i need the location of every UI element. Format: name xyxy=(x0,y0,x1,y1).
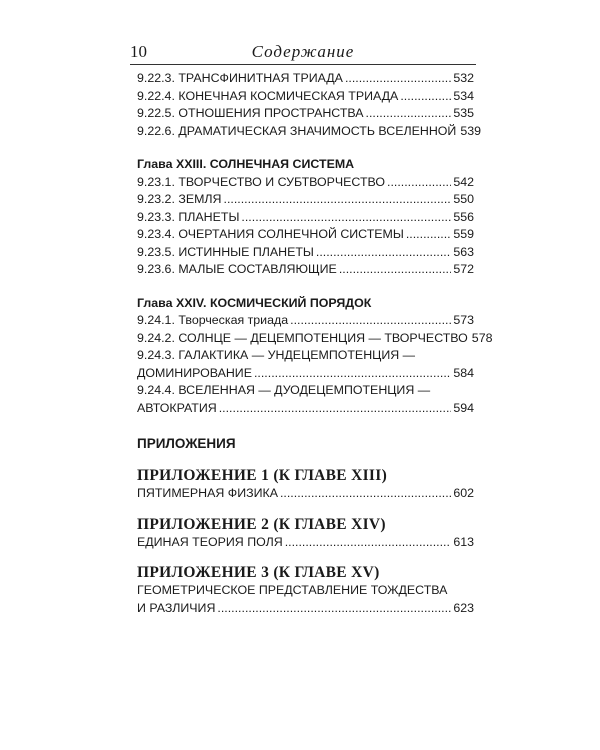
toc-entry-page: 578 xyxy=(471,330,493,345)
toc-entry-title: 9.23.4. ОЧЕРТАНИЯ СОЛНЕЧНОЙ СИСТЕМЫ xyxy=(137,227,404,241)
toc-entry[interactable] xyxy=(137,105,474,123)
toc-entry-page: 572 xyxy=(453,262,474,276)
leader-dots xyxy=(366,105,452,123)
toc-entry-title: И РАЗЛИЧИЯ xyxy=(137,600,216,615)
page-number: 10 xyxy=(130,42,147,61)
toc-entry[interactable] xyxy=(137,485,474,503)
toc-entry-page: 573 xyxy=(453,313,474,327)
chapter-heading: Глава XXIII. СОЛНЕЧНАЯ СИСТЕМА xyxy=(137,157,355,171)
appendices-heading: ПРИЛОЖЕНИЯ xyxy=(137,436,236,451)
toc-entry[interactable] xyxy=(137,534,474,552)
toc-entry[interactable] xyxy=(137,365,474,383)
toc-entry-title: ДОМИНИРОВАНИЕ xyxy=(137,365,252,380)
toc-entry-page: 556 xyxy=(453,209,474,224)
toc-entry-title: 9.23.5. ИСТИННЫЕ ПЛАНЕТЫ xyxy=(137,244,314,259)
leader-dots xyxy=(406,226,451,244)
toc-entry-page: 532 xyxy=(453,71,474,85)
toc-entry[interactable] xyxy=(137,70,474,88)
toc-entry-page: 535 xyxy=(453,106,474,120)
leader-dots xyxy=(400,88,451,106)
toc-entry[interactable] xyxy=(137,244,474,262)
toc-entry-title: ЕДИНАЯ ТЕОРИЯ ПОЛЯ xyxy=(137,534,283,549)
running-title: Содержание xyxy=(251,42,355,61)
toc-entry[interactable] xyxy=(137,312,474,330)
toc-entry-page: 542 xyxy=(453,174,474,189)
toc-entry-page: 594 xyxy=(453,400,474,415)
toc-entry-page: 584 xyxy=(453,365,474,380)
header-rule xyxy=(130,64,476,65)
toc-entry[interactable] xyxy=(137,330,493,348)
chapter-heading: Глава XXIV. КОСМИЧЕСКИЙ ПОРЯДОК xyxy=(137,295,372,310)
leader-dots xyxy=(241,209,451,227)
toc-entry-page: 623 xyxy=(453,600,474,615)
toc-entry-title: 9.22.3. ТРАНСФИНИТНАЯ ТРИАДА xyxy=(137,71,343,85)
leader-dots xyxy=(219,400,452,418)
leader-dots xyxy=(290,312,451,330)
toc-entry-title: АВТОКРАТИЯ xyxy=(137,400,217,415)
toc-entry-title-line[interactable]: 9.24.3. ГАЛАКТИКА — УНДЕЦЕМПОТЕНЦИЯ — xyxy=(137,348,416,362)
leader-dots xyxy=(285,534,452,552)
appendix-title: ПРИЛОЖЕНИЕ 1 (К ГЛАВЕ XIII) xyxy=(137,467,388,484)
leader-dots xyxy=(316,244,451,262)
toc-entry-title: 9.22.6. ДРАМАТИЧЕСКАЯ ЗНАЧИМОСТЬ ВСЕЛЕННОЙ xyxy=(137,123,457,138)
toc-entry-title-line[interactable]: ГЕОМЕТРИЧЕСКОЕ ПРЕДСТАВЛЕНИЕ ТОЖДЕСТВА xyxy=(137,583,448,597)
toc-entry-title: 9.22.5. ОТНОШЕНИЯ ПРОСТРАНСТВА xyxy=(137,106,364,120)
toc-entry-page: 602 xyxy=(453,486,474,500)
toc-entry-title: ПЯТИМЕРНАЯ ФИЗИКА xyxy=(137,486,278,500)
toc-entry-page: 559 xyxy=(453,227,474,241)
toc-entry-title: 9.22.4. КОНЕЧНАЯ КОСМИЧЕСКАЯ ТРИАДА xyxy=(137,88,399,103)
leader-dots xyxy=(345,70,451,88)
toc-entry[interactable] xyxy=(137,123,482,141)
toc-entry[interactable] xyxy=(137,209,474,227)
toc-entry-page: 563 xyxy=(453,244,474,259)
toc-entry-title: 9.23.3. ПЛАНЕТЫ xyxy=(137,209,240,224)
appendix-title: ПРИЛОЖЕНИЕ 3 (К ГЛАВЕ XV) xyxy=(137,564,380,581)
leader-dots xyxy=(224,191,452,209)
toc-entry-title: 9.23.6. МАЛЫЕ СОСТАВЛЯЮЩИЕ xyxy=(137,262,337,276)
toc-entry[interactable] xyxy=(137,226,474,244)
toc-entry[interactable] xyxy=(137,261,474,279)
toc-entry[interactable] xyxy=(137,400,474,418)
leader-dots xyxy=(217,600,451,618)
toc-entry[interactable] xyxy=(137,174,474,192)
toc-entry-title-line[interactable]: 9.24.4. ВСЕЛЕННАЯ — ДУОДЕЦЕМПОТЕНЦИЯ — xyxy=(137,383,431,397)
toc-entry-title: 9.24.1. Творческая триада xyxy=(137,313,289,327)
toc-entry[interactable] xyxy=(137,191,474,209)
leader-dots xyxy=(254,365,451,383)
toc-entry-title: 9.23.2. ЗЕМЛЯ xyxy=(137,192,222,206)
appendix-title: ПРИЛОЖЕНИЕ 2 (К ГЛАВЕ XIV) xyxy=(137,515,386,533)
leader-dots xyxy=(339,261,452,279)
toc-entry-title: 9.23.1. ТВОРЧЕСТВО И СУБТВОРЧЕСТВО xyxy=(137,174,386,189)
leader-dots xyxy=(387,174,451,192)
leader-dots xyxy=(280,485,451,503)
running-header xyxy=(130,42,476,62)
toc-entry-page: 613 xyxy=(453,534,474,549)
toc-entry-title: 9.24.2. СОЛНЦЕ — ДЕЦЕМПОТЕНЦИЯ — ТВОРЧЕСТВО xyxy=(137,330,468,345)
toc-entry-page: 534 xyxy=(453,88,474,103)
toc-entry[interactable] xyxy=(137,88,474,106)
toc-entry[interactable] xyxy=(137,600,474,618)
toc-entry-page: 539 xyxy=(460,123,482,138)
toc-entry-page: 550 xyxy=(453,192,474,206)
table-of-contents xyxy=(137,70,493,617)
